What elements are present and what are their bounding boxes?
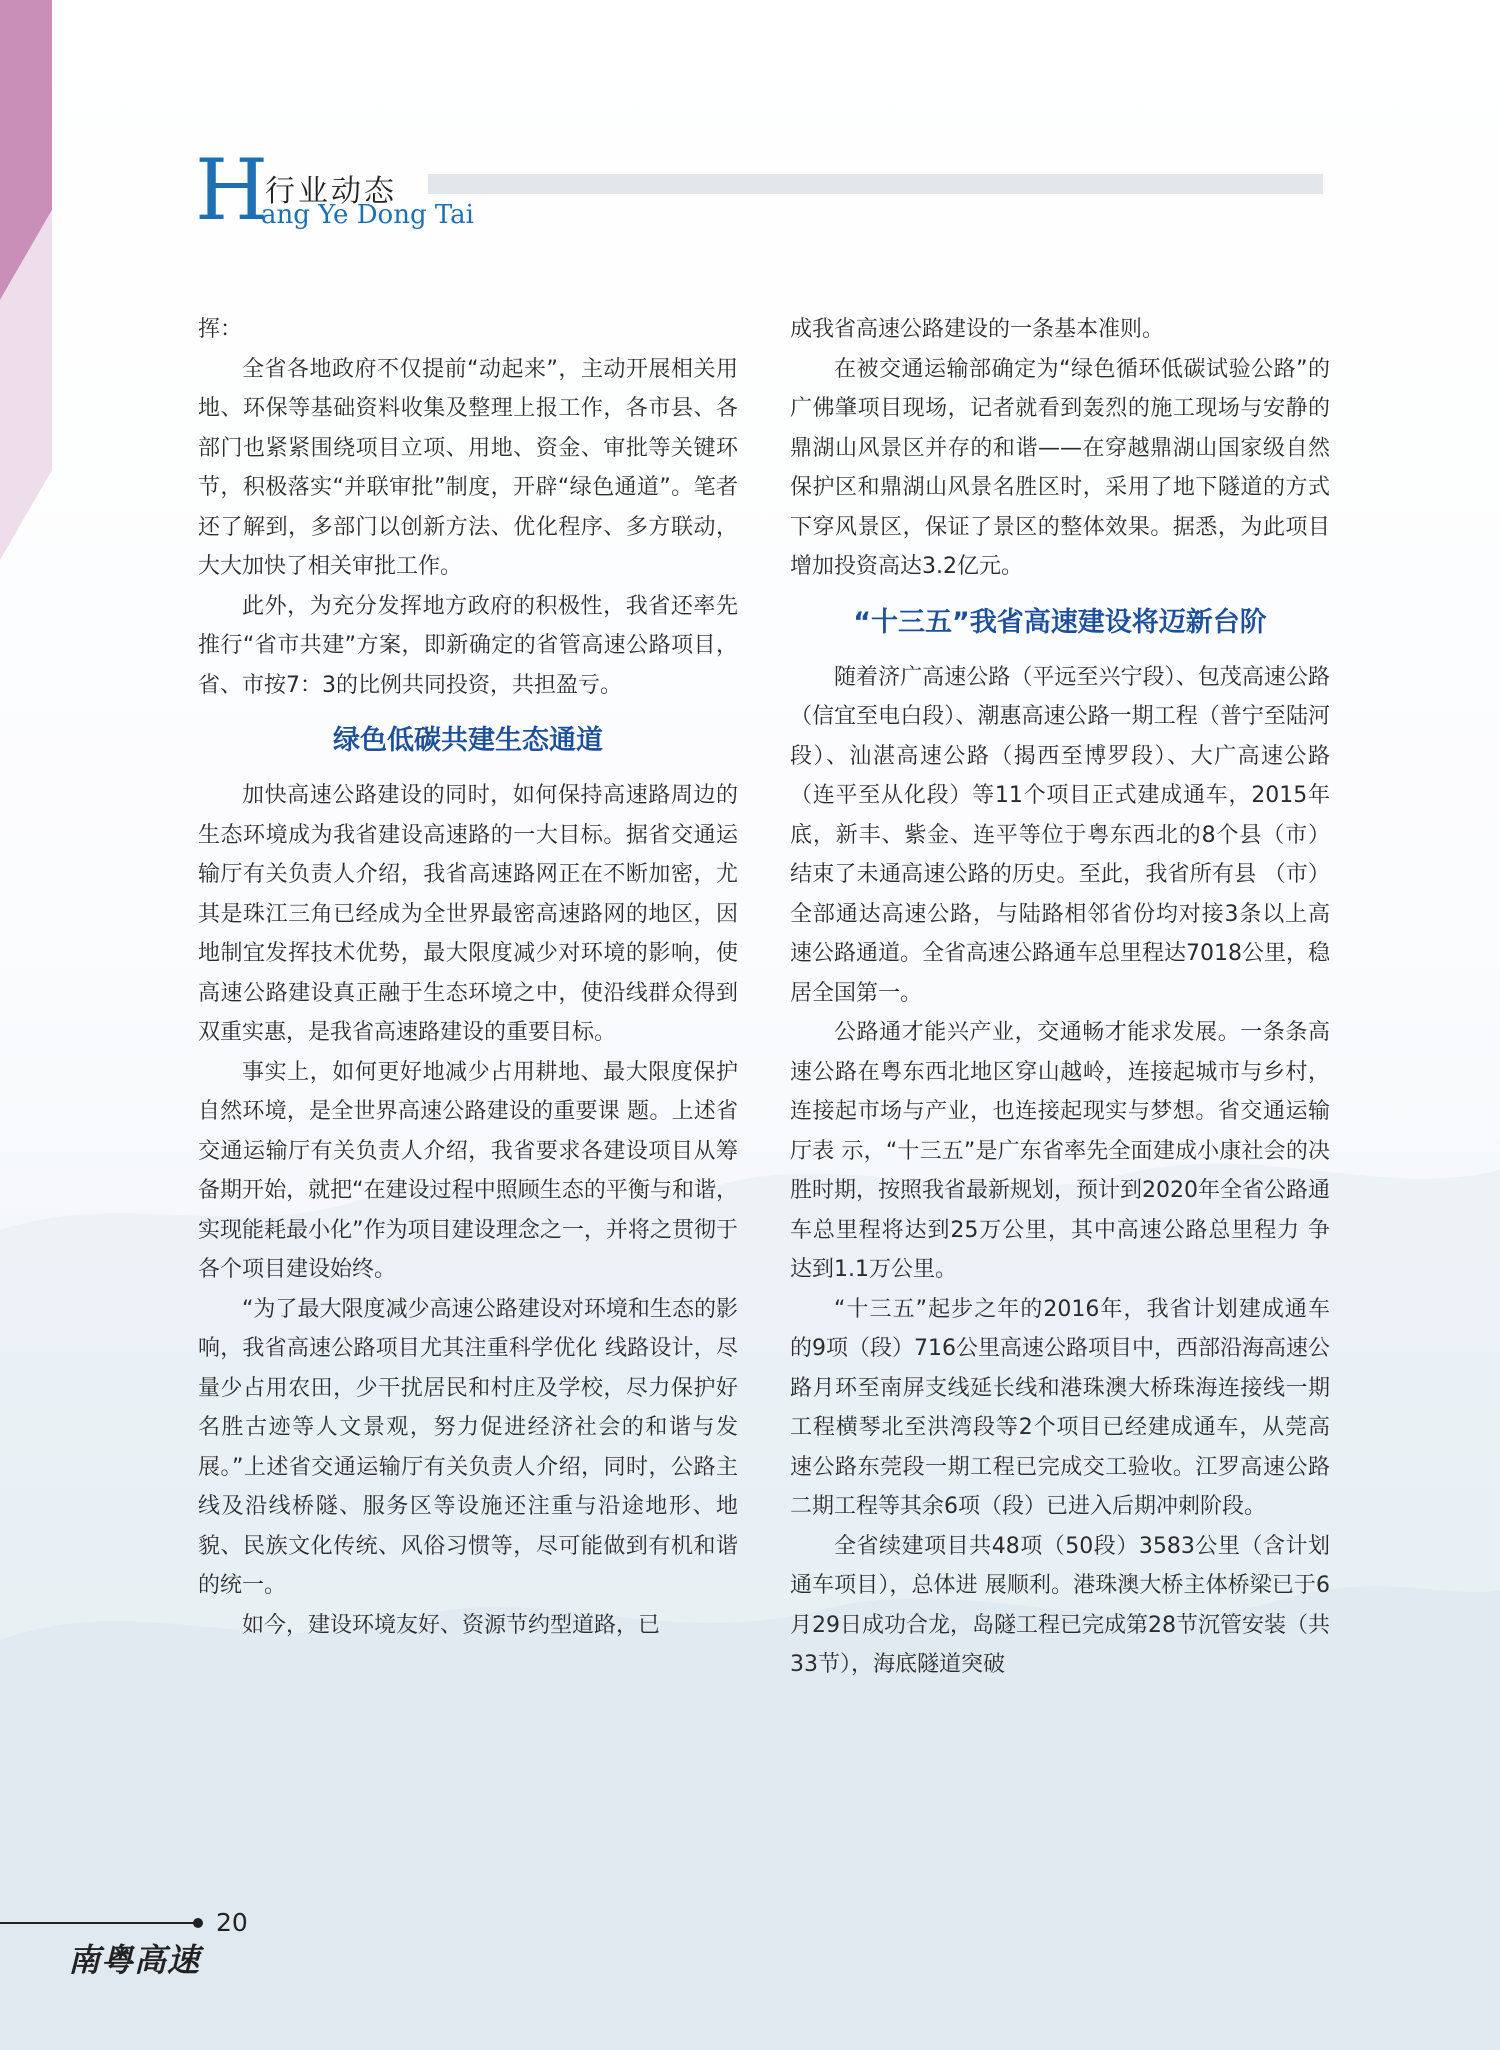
page-number: 20	[216, 1908, 248, 1937]
header-title-pinyin: ang Ye Dong Tai	[261, 200, 475, 230]
body-paragraph: 如今，建设环境友好、资源节约型道路，已	[242, 1612, 661, 1638]
header-title-chinese: 行业动态	[265, 174, 397, 209]
body-paragraph: 挥：	[198, 317, 243, 342]
body-paragraph: 加快高速公路建设的同时，如何保持高速路周边的生态环境成为我省建设高速路的一大目标。据省交通运输厅有关负责人介绍，我省高速路网正在不断加密，尤其是珠江三角已经成为全世界最密高速路网的地区，因地制宜发挥技术优势，最大限度减少对环境的影响，使高速公路建设真正融于生态环境之中，使沿线群众得到双重实惠，是我省高速路建设的重要目标。	[198, 783, 738, 1045]
footer-dot	[193, 1918, 203, 1928]
section-header	[195, 141, 1325, 240]
body-paragraph: 全省各地政府不仅提前“动起来”，主动开展相关用地、环保等基础资料收集及整理上报工作，各市县、各部门也紧紧围绕项目立项、用地、资金、审批等关键环节，积极落实“并联审批”制度，开辟“绿色通道”。笔者还了解到，多部门以创新方法、优化程序、多方联动，大大加快了相关审批工作。	[198, 356, 738, 579]
body-paragraph: 事实上，如何更好地减少占用耕地、最大限度保护自然环境，是全世界高速公路建设的重要课 题。上述省交通运输厅有关负责人介绍，我省要求各建设项目从筹备期开始，就把“在建设过程中照顾生态的平衡与和谐，实现能耗最小化”作为项目建设理念之一，并将之贯彻于各个项目建设始终。	[198, 1059, 738, 1282]
header-gray-bar	[428, 174, 1323, 194]
body-paragraph: 公路通才能兴产业，交通畅才能求发展。一条条高速公路在粤东西北地区穿山越岭，连接起城市与乡村，连接起市场与产业，也连接起现实与梦想。省交通运输厅表 示，“十三五”是广东省率先全面建成小康社会的决胜时期，按照我省最新规划，预计到2020年全省公路通车总里程将达到25万公里，其中高速公路总里程力 争达到1.1万公里。	[790, 1020, 1330, 1282]
footer-rule	[0, 1922, 198, 1924]
header-initial-letter: H	[195, 141, 269, 239]
body-paragraph: 全省续建项目共48项（50段）3583公里（含计划通车项目），总体进 展顺利。港珠澳大桥主体桥梁已于6月29日成功合龙，岛隧工程已完成第28节沉管安装（共33节），海底隧道突破	[790, 1533, 1330, 1677]
body-paragraph: 在被交通运输部确定为“绿色循环低碳试验公路”的广佛肇项目现场，记者就看到轰烈的施工现场与安静的鼎湖山风景区并存的和谐——在穿越鼎湖山国家级自然保护区和鼎湖山风景名胜区时，采用了地下隧道的方式下穿风景区，保证了景区的整体效果。据悉，为此项目增加投资高达3.2亿元。	[790, 356, 1330, 579]
body-paragraph: 此外，为充分发挥地方政府的积极性，我省还率先推行“省市共建”方案，即新确定的省管高速公路项目，省、市按7：3的比例共同投资，共担盈亏。	[198, 593, 738, 698]
section-heading: 绿色低碳共建生态通道	[333, 725, 603, 756]
left-text-column	[198, 310, 738, 1645]
body-paragraph: “十三五”起步之年的2016年，我省计划建成通车的9项（段）716公里高速公路项目中，西部沿海高速公路月环至南屏支线延长线和港珠澳大桥珠海连接线一期工程横琴北至洪湾段等2个项目已经建成通车，从莞高速公路东莞段一期工程已完成交工验收。江罗高速公路二期工程等其余6项（段）已进入后期冲刺阶段。	[790, 1296, 1330, 1519]
body-paragraph: 成我省高速公路建设的一条基本准则。	[790, 317, 1165, 342]
magazine-logo: 南粤高速	[68, 1941, 201, 1979]
section-heading: “十三五”我省高速建设将迈新台阶	[853, 606, 1267, 638]
body-paragraph: “为了最大限度减少高速公路建设对环境和生态的影响，我省高速公路项目尤其注重科学优化 线路设计，尽量少占用农田，少干扰居民和村庄及学校，尽力保护好名胜古迹等人文景观，努力促进经济社会的和谐与发展。”上述省交通运输厅有关负责人介绍，同时，公路主线及沿线桥隧、服务区等设施还注重与沿途地形、地貌、民族文化传统、风俗习惯等，尽可能做到有机和谐的统一。	[198, 1296, 738, 1598]
right-text-column	[790, 310, 1330, 1685]
body-paragraph: 随着济广高速公路（平远至兴宁段）、包茂高速公路（信宜至电白段）、潮惠高速公路一期工程（普宁至陆河段）、汕湛高速公路（揭西至博罗段）、大广高速公路（连平至从化段）等11个项目正式建成通车，2015年底，新丰、紫金、连平等位于粤东西北的8个县（市）结束了未通高速公路的历史。至此，我省所有县 （市）全部通达高速公路，与陆路相邻省份均对接3条以上高速公路通道。全省高速公路通车总里程达7018公里，稳居全国第一。	[790, 664, 1330, 1006]
